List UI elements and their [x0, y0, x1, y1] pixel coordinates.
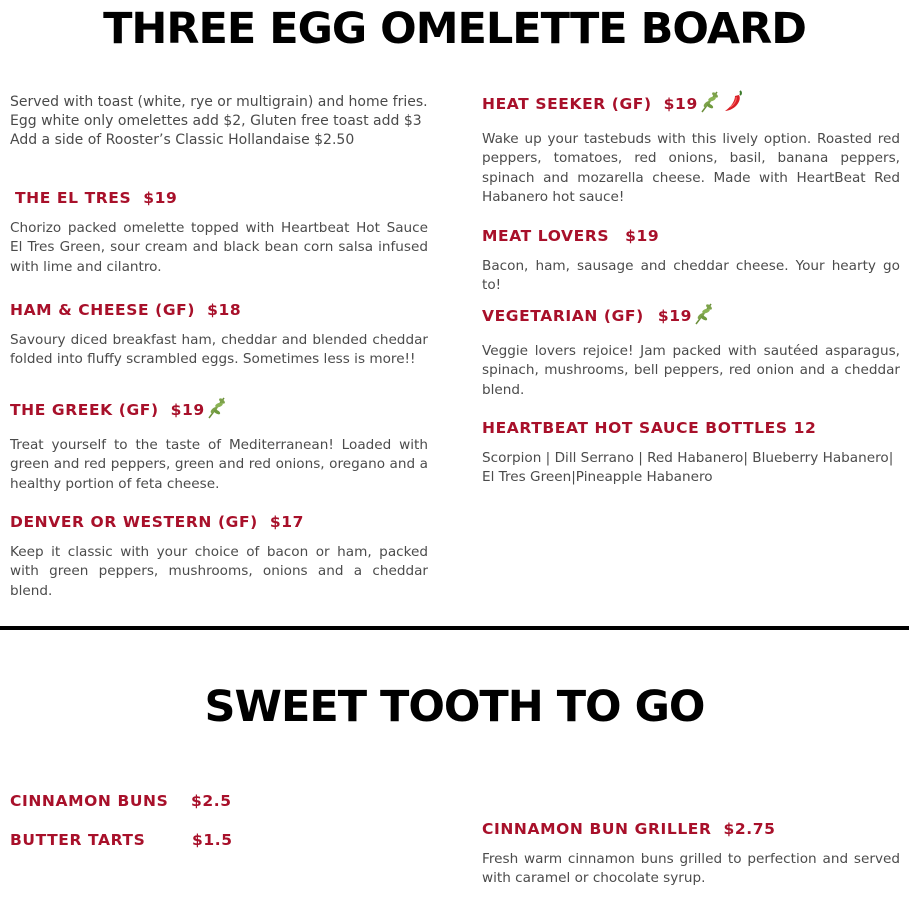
item-name: CINNAMON BUNS	[10, 792, 169, 810]
menu-item-denver	[10, 511, 428, 601]
item-price: $17	[269, 513, 304, 531]
item-description: Chorizo packed omelette topped with Heartbeat Hot Sauce El Tres Green, sour cream and black bean corn salsa infused with lime and cilantro.	[10, 220, 428, 275]
item-name: VEGETARIAN (GF)	[482, 307, 644, 325]
chili-pepper-icon	[722, 88, 746, 120]
omelette-section-title: THREE EGG OMELETTE BOARD	[103, 4, 806, 54]
intro-line: Add a side of Rooster’s Classic Hollandaise $2.50	[10, 132, 355, 148]
menu-item-cinnamon-buns	[10, 792, 232, 810]
menu-item-greek	[10, 394, 428, 494]
intro-line: Served with toast (white, rye or multigrain) and home fries.	[10, 94, 428, 110]
item-description: Bacon, ham, sausage and cheddar cheese. Your hearty go to!	[482, 258, 900, 294]
item-description: Fresh warm cinnamon buns grilled to perfection and served with caramel or chocolate syrup.	[482, 851, 900, 887]
herb-leaf-icon	[699, 88, 721, 120]
item-name: THE GREEK (GF)	[10, 401, 159, 419]
item-price: $2.75	[723, 820, 776, 838]
section-divider	[0, 626, 909, 630]
item-name: DENVER OR WESTERN (GF)	[10, 513, 258, 531]
menu-item-hot-sauce-bottles	[482, 417, 900, 488]
item-price: $2.5	[191, 792, 232, 810]
menu-item-butter-tarts	[10, 831, 233, 849]
herb-leaf-icon	[206, 394, 228, 426]
item-name: MEAT LOVERS	[482, 227, 610, 245]
item-price: $1.5	[192, 831, 233, 849]
menu-item-cinnamon-bun-griller	[482, 818, 900, 889]
herb-leaf-icon	[693, 300, 715, 332]
item-name: HAM & CHEESE (GF)	[10, 301, 196, 319]
item-name: BUTTER TARTS	[10, 831, 146, 849]
omelette-intro	[10, 93, 440, 150]
item-price: $19	[625, 227, 660, 245]
item-name: HEARTBEAT HOT SAUCE BOTTLES 12	[482, 419, 817, 437]
sweet-section-title: SWEET TOOTH TO GO	[204, 682, 705, 732]
item-name: CINNAMON BUN GRILLER	[482, 820, 712, 838]
menu-item-heat-seeker	[482, 88, 900, 207]
item-description: Wake up your tastebuds with this lively option. Roasted red peppers, tomatoes, red onions, basil, banana peppers, spinach and mozarella cheese. Made with HeartBeat Red Habanero hot sauce!	[482, 131, 900, 205]
menu-item-ham-cheese	[10, 299, 428, 370]
item-price: $19	[663, 95, 698, 113]
item-description: Savoury diced breakfast ham, cheddar and blended cheddar folded into fluffy scrambled eggs. Sometimes less is more!!	[10, 332, 428, 368]
intro-line: Egg white only omelettes add $2, Gluten free toast add $3	[10, 113, 422, 129]
menu-item-vegetarian	[482, 300, 900, 400]
item-description: Treat yourself to the taste of Mediterranean! Loaded with green and red peppers, green and red onions, oregano and a healthy portion of feta cheese.	[10, 437, 428, 492]
menu-item-el-tres	[10, 187, 428, 277]
item-price: $19	[657, 307, 692, 325]
item-description: Keep it classic with your choice of bacon or ham, packed with green peppers, mushrooms, onions and a cheddar blend.	[10, 544, 428, 599]
item-name: HEAT SEEKER (GF)	[482, 95, 652, 113]
item-price: $19	[170, 401, 205, 419]
item-description: Scorpion | Dill Serrano | Red Habanero| Blueberry Habanero| El Tres Green|Pineapple Habanero	[482, 450, 894, 486]
item-description: Veggie lovers rejoice! Jam packed with sautéed asparagus, spinach, mushrooms, bell peppers, red onion and a cheddar blend.	[482, 343, 900, 398]
item-price: $18	[207, 301, 242, 319]
item-price: $19	[143, 189, 178, 207]
item-name: THE EL TRES	[15, 189, 132, 207]
menu-item-meat-lovers	[482, 225, 900, 296]
